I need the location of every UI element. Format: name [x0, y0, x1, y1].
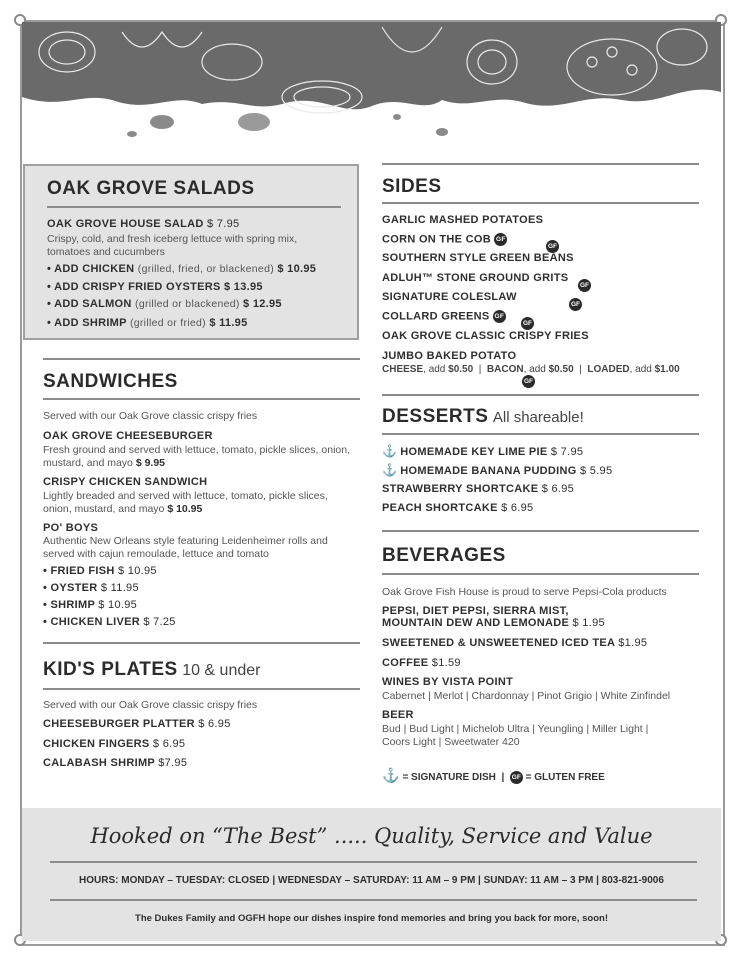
gluten-free-badge: GF: [521, 317, 534, 330]
addon-chicken: • ADD CHICKEN (grilled, fried, or blackened) $ 10.95: [47, 263, 317, 275]
tagline: Hooked on “The Best” ..... Quality, Service and Value: [90, 824, 653, 848]
section-title-sandwiches: SANDWICHES: [43, 371, 178, 392]
addon-oysters: • ADD CRISPY FRIED OYSTERS $ 13.95: [47, 281, 263, 293]
menu-item-cheeseburger: OAK GROVE CHEESEBURGER: [43, 430, 213, 442]
item-description: Lightly breaded and served with lettuce, tomato, pickle slices, onion, mustard, and mayo $ 10.95: [43, 490, 328, 515]
addon-salmon: • ADD SALMON (grilled or blackened) $ 12.95: [47, 298, 282, 310]
anchor-icon: ⚓: [382, 444, 398, 458]
side-item: CORN ON THE COB GF: [382, 233, 506, 246]
beverage-pepsi-line2: MOUNTAIN DEW AND LEMONADE $ 1.95: [382, 617, 605, 629]
item-description: Fresh ground and served with lettuce, tomato, pickle slices, onion, mustard, and mayo $ 9.95: [43, 444, 350, 469]
divider: [50, 861, 697, 863]
side-item: COLLARD GREENS GF: [382, 310, 505, 323]
potato-options: CHEESE, add $0.50 | BACON, add $0.50 | LOADED, add $1.00: [382, 364, 680, 375]
section-title-desserts: DESSERTS All shareable!: [382, 406, 584, 427]
divider: [47, 206, 341, 208]
side-item: JUMBO BAKED POTATO: [382, 350, 517, 362]
section-note: Served with our Oak Grove classic crispy fries: [43, 410, 258, 422]
closing-message: The Dukes Family and OGFH hope our dishes inspire fond memories and bring you back for more, soon!: [135, 913, 608, 924]
dessert-strawberry-shortcake: STRAWBERRY SHORTCAKE $ 6.95: [382, 483, 575, 495]
section-note: Oak Grove Fish House is proud to serve Pepsi-Cola products: [382, 586, 667, 598]
divider: [50, 899, 697, 901]
kids-item-cheeseburger-platter: CHEESEBURGER PLATTER $ 6.95: [43, 718, 231, 730]
poboy-fried-fish: • FRIED FISH $ 10.95: [43, 565, 157, 577]
divider: [43, 358, 360, 360]
poboy-chicken-liver: • CHICKEN LIVER $ 7.25: [43, 616, 176, 628]
anchor-icon: ⚓: [382, 767, 400, 783]
beverage-pepsi: PEPSI, DIET PEPSI, SIERRA MIST,: [382, 605, 569, 617]
section-title-beverages: BEVERAGES: [382, 545, 506, 566]
gluten-free-badge: GF: [510, 771, 523, 784]
footer: [22, 808, 721, 941]
beverage-beer: BEER: [382, 709, 414, 721]
divider: [382, 530, 699, 532]
gluten-free-badge: GF: [569, 298, 582, 311]
menu-item-chicken-sandwich: CRISPY CHICKEN SANDWICH: [43, 476, 208, 488]
dessert-peach-shortcake: PEACH SHORTCAKE $ 6.95: [382, 502, 534, 514]
poboy-oyster: • OYSTER $ 11.95: [43, 582, 139, 594]
poboy-shrimp: • SHRIMP $ 10.95: [43, 599, 138, 611]
gluten-free-badge: GF: [522, 375, 535, 388]
section-title-salads: OAK GROVE SALADS: [47, 178, 255, 199]
hours: HOURS: MONDAY – TUESDAY: CLOSED | WEDNESDAY – SATURDAY: 11 AM – 9 PM | SUNDAY: 11 AM – 3 PM | 803-821-9006: [79, 875, 664, 886]
item-description: Crispy, cold, and fresh iceberg lettuce with spring mix, tomatoes and cucumbers: [47, 233, 298, 258]
side-item: SIGNATURE COLESLAW: [382, 291, 517, 303]
side-item: ADLUH™ STONE GROUND GRITS: [382, 272, 569, 284]
anchor-icon: ⚓: [382, 463, 398, 477]
beverage-iced-tea: SWEETENED & UNSWEETENED ICED TEA $1.95: [382, 637, 648, 649]
divider: [43, 688, 360, 690]
seafood-illustration-banner: [22, 22, 721, 152]
kids-item-calabash-shrimp: CALABASH SHRIMP $7.95: [43, 757, 188, 769]
section-note: Served with our Oak Grove classic crispy fries: [43, 699, 258, 711]
side-item: SOUTHERN STYLE GREEN BEANS: [382, 252, 574, 264]
side-item: OAK GROVE CLASSIC CRISPY FRIES: [382, 330, 589, 342]
divider: [382, 394, 699, 396]
divider: [43, 642, 360, 644]
addon-shrimp: • ADD SHRIMP (grilled or fried) $ 11.95: [47, 317, 248, 329]
beer-list: Bud | Bud Light | Michelob Ultra | Yeungling | Miller Light |: [382, 723, 649, 735]
side-item: GARLIC MASHED POTATOES: [382, 214, 544, 226]
gluten-free-badge: GF: [578, 279, 591, 292]
wine-list: Cabernet | Merlot | Chardonnay | Pinot Grigio | White Zinfindel: [382, 690, 671, 702]
divider: [382, 202, 699, 204]
legend: ⚓ = SIGNATURE DISH | GF = GLUTEN FREE: [382, 767, 605, 783]
beer-list: Coors Light | Sweetwater 420: [382, 736, 520, 748]
divider: [382, 433, 699, 435]
gluten-free-badge: GF: [546, 240, 559, 253]
menu-item-house-salad: OAK GROVE HOUSE SALAD $ 7.95: [47, 218, 240, 230]
section-title-kids: KID'S PLATES 10 & under: [43, 659, 261, 680]
divider: [382, 163, 699, 165]
menu-item-po-boys: PO' BOYS: [43, 522, 99, 534]
dessert-banana-pudding: ⚓ HOMEMADE BANANA PUDDING $ 5.95: [382, 463, 613, 477]
beverage-wines: WINES BY VISTA POINT: [382, 676, 514, 688]
salads-section: [23, 164, 359, 340]
divider: [382, 573, 699, 575]
kids-item-chicken-fingers: CHICKEN FINGERS $ 6.95: [43, 738, 186, 750]
dessert-key-lime-pie: ⚓ HOMEMADE KEY LIME PIE $ 7.95: [382, 444, 584, 458]
gluten-free-badge: GF: [493, 310, 506, 323]
gluten-free-badge: GF: [494, 233, 507, 246]
section-title-sides: SIDES: [382, 176, 442, 197]
beverage-coffee: COFFEE $1.59: [382, 657, 461, 669]
divider: [43, 398, 360, 400]
item-description: Authentic New Orleans style featuring Leidenheimer rolls and served with cajun remoulade, lettuce and tomato: [43, 535, 328, 560]
